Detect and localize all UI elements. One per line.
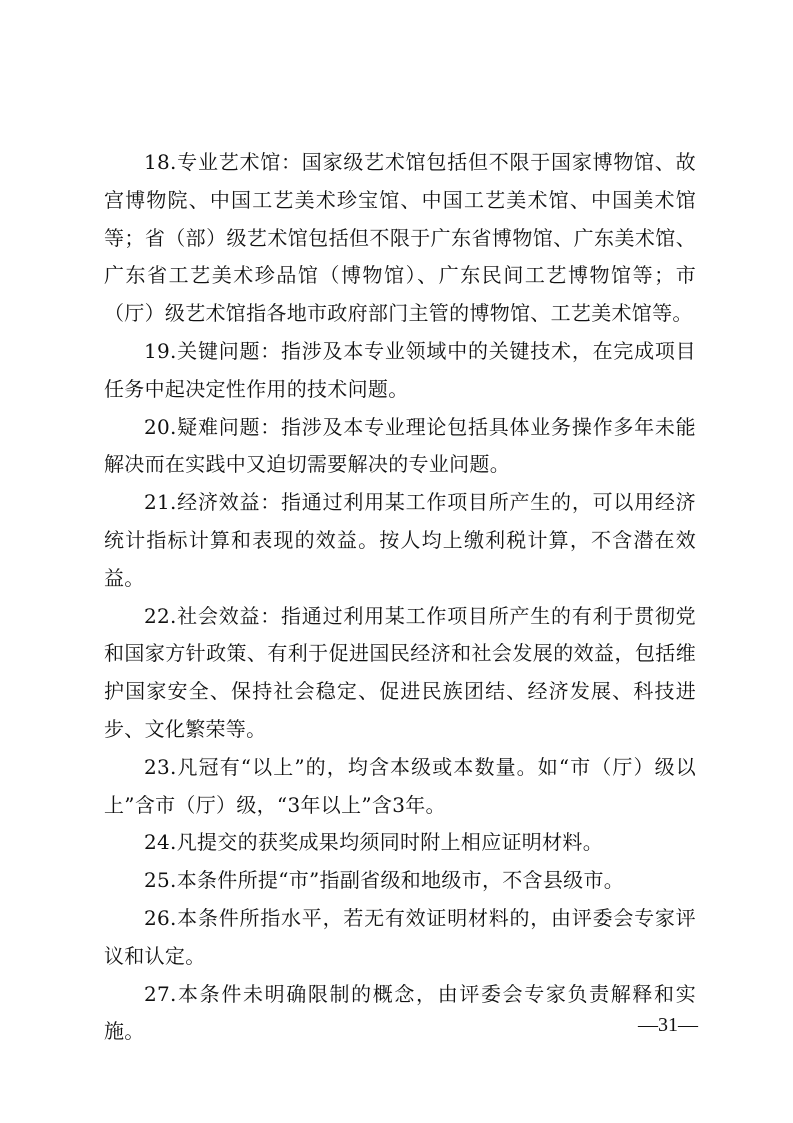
- paragraph-19: 19.关键问题：指涉及本专业领域中的关键技术，在完成项目任务中起决定性作用的技术问题。: [104, 338, 696, 401]
- paragraph-18: 18.专业艺术馆：国家级艺术馆包括但不限于国家博物馆、故宫博物院、中国工艺美术珍宝馆、中国工艺美术馆、中国美术馆等；省（部）级艺术馆包括但不限于广东省博物馆、广东美术馆、广东省工艺美术珍品馆（博物馆）、广东民间工艺博物馆等；市（厅）级艺术馆指各地市政府部门主管的博物馆、工艺美术馆等。: [104, 150, 696, 326]
- paragraph-27: 27.本条件未明确限制的概念，由评委会专家负责解释和实施。: [104, 981, 696, 1044]
- paragraph-21: 21.经济效益：指通过利用某工作项目所产生的，可以用经济统计指标计算和表现的效益。按人均上缴利税计算，不含潜在效益。: [104, 490, 696, 590]
- paragraph-25: 25.本条件所提“市”指副省级和地级市，不含县级市。: [144, 868, 625, 893]
- paragraph-22: 22.社会效益：指通过利用某工作项目所产生的有利于贯彻党和国家方针政策、有利于促进国民经济和社会发展的效益，包括维护国家安全、保持社会稳定、促进民族团结、经济发展、科技进步、文化繁荣等。: [104, 603, 696, 741]
- paragraph-24: 24.凡提交的获奖成果均须同时附上相应证明材料。: [144, 830, 604, 855]
- paragraph-20: 20.疑难问题：指涉及本专业理论包括具体业务操作多年未能解决而在实践中又迫切需要解决的专业问题。: [104, 414, 696, 477]
- paragraph-23: 23.凡冠有“以上”的，均含本级或本数量。如“市（厅）级以上”含市（厅）级，“3年以上”含3年。: [104, 754, 696, 817]
- page-number: —31—: [638, 1014, 698, 1036]
- paragraph-26: 26.本条件所指水平，若无有效证明材料的，由评委会专家评议和认定。: [104, 905, 696, 968]
- document-body: [104, 144, 696, 1051]
